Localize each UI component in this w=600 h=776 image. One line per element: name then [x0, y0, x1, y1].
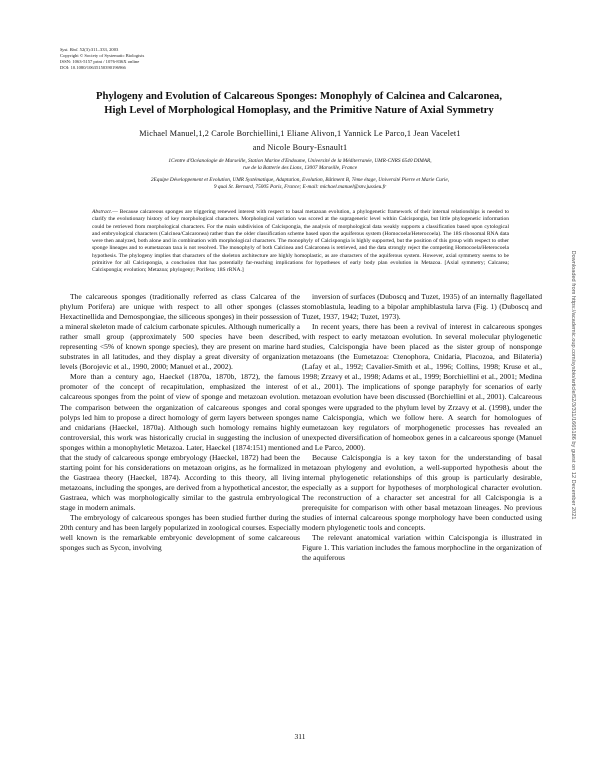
journal-header	[60, 47, 260, 71]
paragraph: The relevant anatomical variation within Calcispongia is illustrated in Figure 1. This variation includes the famous morphocline in the organization of the aquiferous	[302, 533, 542, 563]
journal-volume: 52(3):311–333, 2003	[78, 47, 119, 52]
body-column-right	[302, 292, 542, 563]
abstract	[92, 209, 509, 275]
download-watermark	[566, 200, 580, 570]
authors-line-2: and Nicole Boury-Esnault1	[252, 143, 348, 152]
journal-copyright: Copyright © Society of Systematic Biologists	[60, 53, 145, 58]
journal-name: Syst. Biol.	[60, 47, 79, 52]
download-notice: Downloaded from https://academic.oup.com/sysbio/article/52/3/311/1665186 by guest on 12 December 2021	[570, 250, 576, 520]
paragraph: The embryology of calcareous sponges has been studied further during the 20th century and has been largely popularized in zoological courses. Especially well known is the remarkable embryonic development of some calcareous sponges such as Sycon, involving	[60, 513, 300, 553]
affiliation-2-line-2: 9 quai St. Bernard, 75005 Paris, France; E-mail: michael.manuel@snv.jussieu.fr	[213, 183, 387, 190]
paragraph: In recent years, there has been a revival of interest in calcareous sponges with respect to early metazoan evolution. In several molecular phylogenetic studies, Calcispongia have been placed as the sister group of nonsponge metazoans (the Eumetazoa: Ctenophora, Cnidaria, Placozoa, and Bilateria) (Lafay et al., 1992; Cavalier-Smith et al., 1996; Collins, 1998; Kruse et al., 1998; Zrzavy et al., 1998; Adams et al., 1999; Borchiellini et al., 2001; Medina et al., 2001). The implications of sponge paraphyly for scenarios of early metazoan evolution have been discussed (Borchiellini et al., 2001). Calcareous sponges were upgraded to the phylum level by Zrzavy et al. (1998), under the name Calcispongia, which we follow here. A search for homologues of eumetazoan key regulators of morphogenetic processes has revealed an unexpected diversification of homeobox genes in a calcareous sponge (Manuel and Le Parco, 2000).	[302, 322, 542, 452]
abstract-text: — Because calcareous sponges are triggering renewed interest with respect to basal metazoan evolution, a phylogenetic framework of their internal relationships is needed to clarify the evolutionary history of key morphological characters. Morphological variation was scored at the suprageneric level within Calcispongia, but little phylogenetic information could be retrieved from morphological characters. For the main subdivision of Calcispongia, the analysis of morphological data weakly supports a classification based upon cytological and embryological characters (Calcinea/Calcaronea) rather than the older classification scheme based upon the aquiferous system (Homocoela/Heterocoela). The 18S ribosomal RNA data were then analyzed, both alone and in combination with morphological characters. The monophyly of Calcispongia is highly supported, but the position of this group with respect to other sponge lineages and to eumetazoan taxa is not resolved. The monophyly of both Calcinea and Calcaronea is retrieved, and the data strongly reject the competing Homocoela/Heterocoela hypothesis. The phylogeny implies that characters of the skeleton architecture are highly homoplastic, as are characters of the aquiferous system. However, axial symmetry seems to be primitive for all Calcispongia, a conclusion that has potentially far-reaching implications for hypotheses of early body plan evolution in Metazoa. [Axial symmetry; Calcarea; Calcispongia; evolution; Metazoa; phylogeny; Porifera; 18S rRNA.]	[92, 209, 509, 274]
journal-doi: DOI: 10.1080/10635150390196966	[60, 65, 126, 70]
paper-title	[55, 90, 543, 118]
title-line-1: Phylogeny and Evolution of Calcareous Sponges: Monophyly of Calcinea and Calcaronea,	[95, 91, 503, 102]
paragraph: inversion of surfaces (Duboscq and Tuzet, 1935) of an internally flagellated stomoblastula, leading to a bipolar amphiblastula larva (Fig. 1) (Duboscq and Tuzet, 1937, 1942; Tuzet, 1973).	[302, 292, 542, 322]
abstract-label: Abstract.	[92, 209, 113, 215]
paragraph: More than a century ago, Haeckel (1870a, 1870b, 1872), the famous promoter of the concept of recapitulation, emphasized the interest of calcareous sponges from the point of view of sponge and metazoan evolution. The comparison between the organization of calcareous sponges and coral polyps led him to propose a direct homology of germ layers between sponges and cnidarians (Haeckel, 1870a). Although such homology remains highly controversial, this work was historically crucial in suggesting the inclusion of sponges within a monophyletic Metazoa. Later, Haeckel (1874:151) mentioned that the study of calcareous sponge embryology (Haeckel, 1872) had been the starting point for his considerations on metazoan origins, as he formalized in the Gastraea theory (Haeckel, 1874). According to this theory, all living metazoans, including the sponges, are derived from a hypothetical ancestor, the Gastraea, which was morphologically similar to the gastrula embryological stage in modern animals.	[60, 372, 300, 512]
authors-line-1: Michael Manuel,1,2 Carole Borchiellini,1 Eliane Alivon,1 Yannick Le Parco,1 Jean Vacelet1	[139, 129, 461, 138]
journal-issn: ISSN: 1063-5157 print / 1076-836X online	[60, 59, 140, 64]
author-list	[60, 127, 540, 155]
affiliation-1	[70, 158, 530, 173]
page-number: 311	[294, 732, 306, 741]
affiliation-2	[70, 177, 530, 192]
paragraph: The calcareous sponges (traditionally referred as class Calcarea of the phylum Porifera) are unique with respect to all other sponges (classes Hexactinellida and Demospongiae, the siliceous sponges) in their possession of a mineral skeleton made of calcium carbonate spicules. Although numerically a rather small group (approximately 500 species have been described, representing <5% of known sponge species), they are present on marine hard substrates in all latitudes, and they display a great diversity of organization levels (Borojevic et al., 1990, 2000; Manuel et al., 2002).	[60, 292, 300, 372]
affiliation-2-line-1: 2Equipe Développement et Evolution, UMR Systématique, Adaptation, Evolution, Bâtiment B, 7ème étage, Université Pierre et Marie Curie,	[150, 176, 450, 183]
affiliation-1-line-2: rue de la Batterie des Lions, 13007 Marseille, France	[242, 165, 358, 172]
body-column-left	[60, 292, 300, 553]
affiliation-1-line-1: 1Centre d'Océanologie de Marseille, Station Marine d'Endoume, Université de la Méditerranée, UMR-CNRS 6540 DIMAR,	[168, 158, 432, 164]
affiliations	[70, 158, 530, 195]
paragraph: Because Calcispongia is a key taxon for the understanding of basal metazoan phylogeny and evolution, a well-supported hypothesis about the internal phylogenetic relationships of this group is particularly desirable, especially as a support for hypotheses of morphological character evolution. The reconstruction of a character set ancestral for all Calcispongia is a prerequisite for comparison with other basal metazoan lineages. No previous studies of internal calcareous sponge morphology have been conducted using modern phylogenetic tools and concepts.	[302, 452, 542, 533]
title-line-2: High Level of Morphological Homoplasy, and the Primitive Nature of Axial Symmetry	[104, 105, 494, 116]
